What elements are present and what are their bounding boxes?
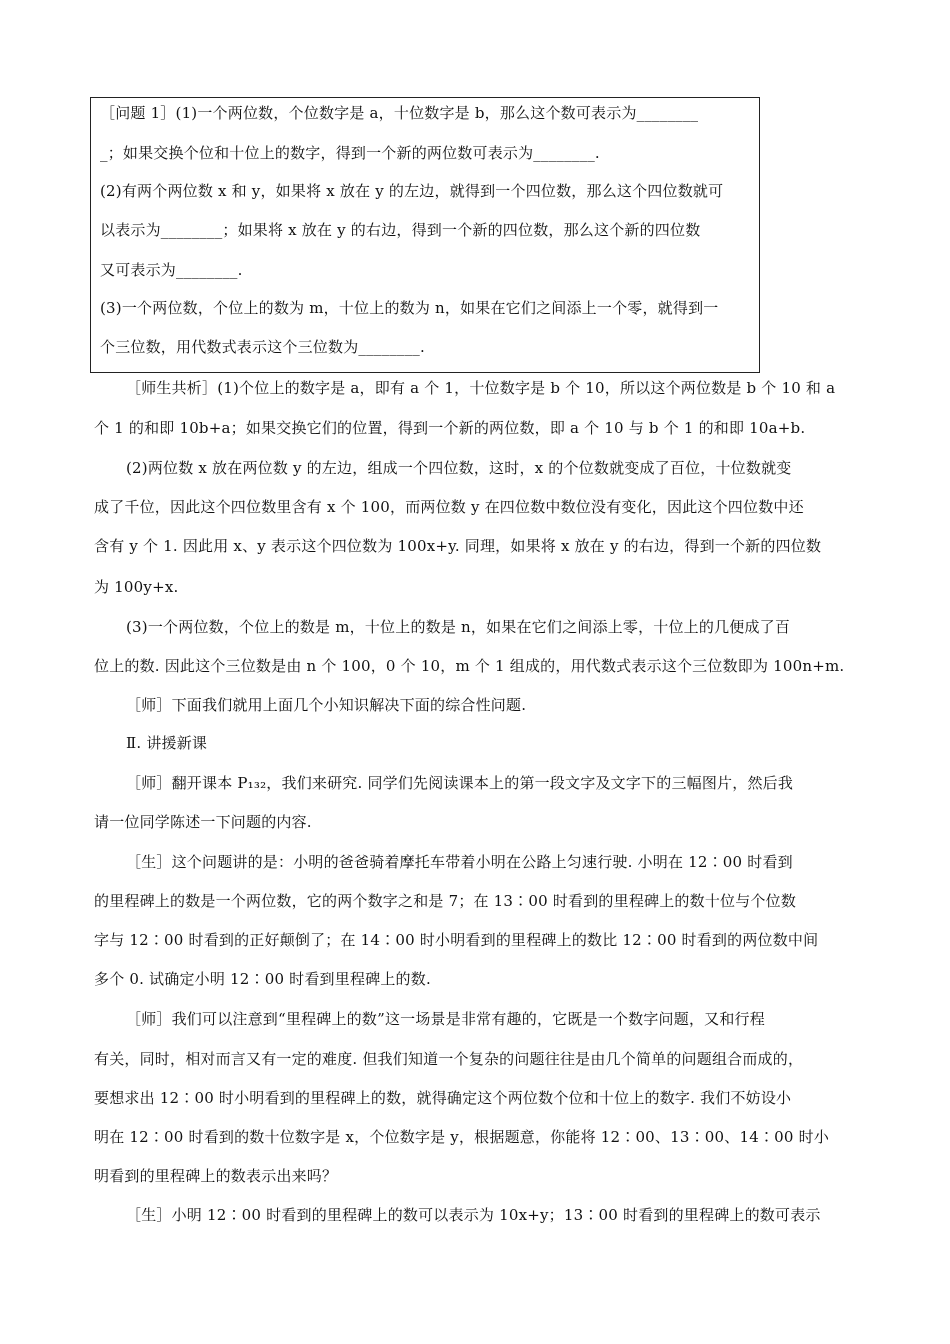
problem-box-line: _；如果交换个位和十位上的数字，得到一个新的两位数可表示为________. bbox=[100, 144, 600, 162]
problem-box-line: 个三位数，用代数式表示这个三位数为________. bbox=[100, 338, 425, 356]
body-paragraph-line: ［师生共析］(1)个位上的数字是 a，即有 a 个 1，十位数字是 b 个 10，所以这个两位数是 b 个 10 和 a bbox=[126, 379, 836, 397]
body-paragraph-line: (2)两位数 x 放在两位数 y 的左边，组成一个四位数，这时，x 的个位数就变成了百位，十位数就变 bbox=[126, 459, 792, 477]
body-paragraph-line: 的里程碑上的数是一个两位数，它的两个数字之和是 7；在 13∶00 时看到的里程碑上的数十位与个位数 bbox=[94, 892, 797, 910]
body-paragraph-line: Ⅱ. 讲援新课 bbox=[126, 734, 208, 752]
body-paragraph-line: 明看到的里程碑上的数表示出来吗？ bbox=[94, 1167, 338, 1185]
body-paragraph-line: 要想求出 12∶00 时小明看到的里程碑上的数，就得确定这个两位数个位和十位上的数字. 我们不妨设小 bbox=[94, 1089, 792, 1107]
body-paragraph-line: 多个 0. 试确定小明 12∶00 时看到里程碑上的数. bbox=[94, 970, 431, 988]
body-paragraph-line: 有关，同时，相对而言又有一定的难度. 但我们知道一个复杂的问题往往是由几个简单的问题组合而成的， bbox=[94, 1050, 804, 1068]
problem-box-line: 以表示为________；如果将 x 放在 y 的右边，得到一个新的四位数，那么这个新的四位数 bbox=[100, 221, 701, 239]
body-paragraph-line: ［师］翻开课本 P₁₃₂，我们来研究. 同学们先阅读课本上的第一段文字及文字下的三幅图片，然后我 bbox=[126, 774, 794, 792]
problem-box-line: 又可表示为________. bbox=[100, 261, 243, 279]
body-paragraph-line: ［师］下面我们就用上面几个小知识解决下面的综合性问题. bbox=[126, 696, 527, 714]
body-paragraph-line: ［生］小明 12∶00 时看到的里程碑上的数可以表示为 10x+y；13∶00 时看到的里程碑上的数可表示 bbox=[126, 1206, 821, 1224]
body-paragraph-line: 为 100y+x. bbox=[94, 578, 179, 596]
body-paragraph-line: ［师］我们可以注意到“里程碑上的数”这一场景是非常有趣的，它既是一个数字问题，又和行程 bbox=[126, 1010, 765, 1028]
body-paragraph-line: 字与 12∶00 时看到的正好颠倒了；在 14∶00 时小明看到的里程碑上的数比 12∶00 时看到的两位数中间 bbox=[94, 931, 819, 949]
problem-box-line: ［问题 1］(1)一个两位数，个位数字是 a，十位数字是 b，那么这个数可表示为________ bbox=[100, 104, 699, 122]
body-paragraph-line: ［生］这个问题讲的是：小明的爸爸骑着摩托车带着小明在公路上匀速行驶. 小明在 12∶00 时看到 bbox=[126, 853, 793, 871]
body-paragraph-line: 请一位同学陈述一下问题的内容. bbox=[94, 813, 312, 831]
body-paragraph-line: 含有 y 个 1. 因此用 x、y 表示这个四位数为 100x+y. 同理，如果将 x 放在 y 的右边，得到一个新的四位数 bbox=[94, 537, 822, 555]
body-paragraph-line: 成了千位，因此这个四位数里含有 x 个 100，而两位数 y 在四位数中数位没有变化，因此这个四位数中还 bbox=[94, 498, 804, 516]
problem-box-line: (3)一个两位数，个位上的数为 m，十位上的数为 n，如果在它们之间添上一个零，就得到一 bbox=[100, 299, 719, 317]
body-paragraph-line: 位上的数. 因此这个三位数是由 n 个 100，0 个 10，m 个 1 组成的，用代数式表示这个三位数即为 100n+m. bbox=[94, 657, 845, 675]
body-paragraph-line: (3)一个两位数，个位上的数是 m，十位上的数是 n，如果在它们之间添上零，十位上的几便成了百 bbox=[126, 618, 791, 636]
problem-box-line: (2)有两个两位数 x 和 y，如果将 x 放在 y 的左边，就得到一个四位数，那么这个四位数就可 bbox=[100, 182, 724, 200]
body-paragraph-line: 明在 12∶00 时看到的数十位数字是 x，个位数字是 y，根据题意，你能将 12∶00、13∶00、14∶00 时小 bbox=[94, 1128, 830, 1146]
body-paragraph-line: 个 1 的和即 10b+a；如果交换它们的位置，得到一个新的两位数，即 a 个 10 与 b 个 1 的和即 10a+b. bbox=[94, 419, 806, 437]
